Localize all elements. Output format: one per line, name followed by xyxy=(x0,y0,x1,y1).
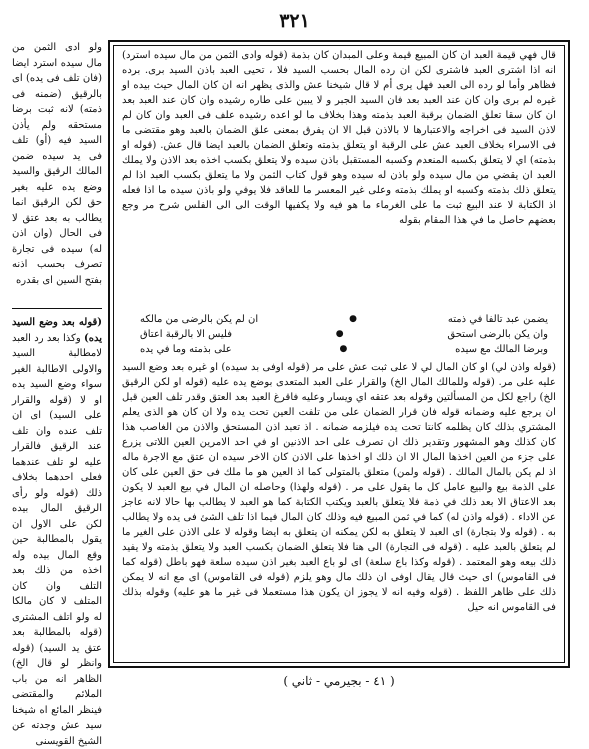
page-number: ٣٢١ xyxy=(279,10,310,32)
margin-text-2: وكذا بعد رد العبد لامطالبة السيد والاولى الاطالبة الغير سواء وضع السيد يده او لا (قوله والقرار على السيد) اى ان تلف عنده وان تلف عند الرقيق فالقرار عليه لو تلف عندهما فعلى احدهما بخلاف ذلك (قوله ولو رأى الرقيق المال بيده لكن على الاول ان يقول بالمطالبة حين وقع المال بيده وله اخذه من ذلك بعد التلف وان كان المتلف لا كان مالكا له ولو اتلف المشترى (قوله بالمطالبة بعد عتق يد السيد) (قوله وانظر لو قال الخ) الظاهر انه من باب الملائم والمقتضى فينظر المائع اه شيخنا سيد عش وجدته عن الشيخ القويسنى xyxy=(12,332,102,747)
verse-hemistich: على بذمته وما في يده xyxy=(140,344,232,355)
main-commentary-frame xyxy=(108,40,570,668)
verse-hemistich: وبرضا المالك مع سيده xyxy=(455,344,548,355)
verse-block xyxy=(140,312,548,358)
verse-hemistich: يضمن عبد تالفا في ذمته xyxy=(447,314,548,325)
verse-line-3 xyxy=(140,342,548,357)
main-paragraph-2: (قوله واذن لي) او كان المال لي لا على ثبت عش على مر (قوله اوفى بد سيده) او غيره بعد وضع السيد عليه على مر. (قوله وللمالك المال الخ) والقرار على العبد المتعدى بوضع يده عليه (قوله او لكن الرقيق الخ) راجع لكل من المسألتين وقوله بعد عتقه اي ويسار وعليه فاقرغ العبد بعد العتق وقدر تلف العين قبل ان يرجع عليه وضمانه قوله فان قرار الضمان على من تلفت العين تحت يده ولا ان كان هو الذى يعلم المشتري بذلك كان يظلمه كانتا تحت يده فيلزمه ضمانه . اذ تعبد اذن المستحق والاذن من الغاصب هذا كان كذلك وهو المشهور وتقدير ذلك ان تصرف على احد الاذنين او في احد الامرين العين اللاتى يزرع على جزء من العين اخذها المال الا ان ذلك او اخذها على الاذن كان الاخر سيده ان عتق مع الاجرة ماله اذ لم يكن بالمال المالك . (قوله ولمن) متعلق بالمتولى كما اذ العين هو ما ملك فى حق العين على كان على الذمة بيع والبيع عامل كل ما يقول على مر . (قوله ولهذا) وحاصله ان المال في بيع العبد لا يكون بعد الاعتاق الا بعد ذلك في ذمة فلا يتعلق بالعبد ويكتب الكتابة كما هو العبد لا يطالب بها حالا لانه عاجز عن الاداء . (قوله واذن له) كما في ثمن المبيع فيه وذلك كان المال فيما اذا تلف الشئ فى يده ولا يطالب به . (قوله ولا بتجارة) اى العبد لا يتعلق به لكن يمكنه ان يتعلق به ايضا وقوله لا على الاذن على الغير ما لم يتعلق بالعبد عليه . (قوله فى التجارة) الى هنا فلا يتعلق الضمان بكسب العبد ولا يتعلق بذمته ولا يفيد ذلك بيعه وهو المعتمد . (قوله وكذا باع سلعة) اى لو باع العبد بغير اذن سيده سلعة فهو باطل (قوله كما فى القاموس) اى حيث قال يقال اوفى ان ذلك مال وهو يلزم (قوله فى القاموس) اى مع انه لا يمكن ذلك على ظاهر اللفظ . (قوله وفيه انه لا يجوز ان يكون هذا مستعملا فى غير ما هو عليه) وقوله بذلك فى القاموس انه حيل xyxy=(122,362,556,613)
verse-line-1 xyxy=(140,312,548,327)
verse-hemistich: ان لم يكن بالرضى من مالكه xyxy=(140,314,259,325)
margin-heading: (قوله بعد وضع السيد يده) xyxy=(12,317,102,344)
margin-column xyxy=(12,40,102,747)
margin-text-1: ولو ادى الثمن من مال سيده استرد ايضا (فان تلف فى يده) اى بالرقيق (ضمنه فى ذمته) لانه ثبت برضا مستحقه ولم يأذن السيد فيه (أو) تلف فى يد سيده ضمن المالك الرقيق والسيد وضع يده عليه بغير حق لكن الرقيق انما يطالب به بعد عتق لا فى الحال (وان اذن له) سيده فى تجارة تصرف بحسب اذنه بفتح السين اى بقدره xyxy=(12,42,102,286)
main-paragraph-1: قال فهي قيمة العبد ان كان المبيع قيمة وعلى المبدان كان بذمة (قوله وادى الثمن من مال سيده استرد) انه اذا اشترى العبد فاشترى لكن ان رده المال بحسب السيد فلا ، تحيى العبد باذن السيد برى. برده فظاهر وأما لو رده الى العبد فهل يرى أم لا قال شيخنا عش والذى يظهر انه ان كان المال حيث بيده او غيره لم برى وان كان عند العبد بعد فان السيد الجبر و لا يبين على طاره رشيده وان كان عند العبد بعد ان كان سقا تعلق الضمان برقبة العبد بذمته وهذا بخلاف ما لو اعده رشيده علف فى العبد وان كان لم لاذن السيد فى اخراجه والاعتبارها لا بالاذن قبل الا ان يفرق بمعنى علق الضمان بالعبد وهو مقتضى ما فى الاسراء بخلاف العبد عش على الرقبة او يتعلق بذمته وتعلق الضمان بالعبد ايضا قال عش. (قوله او بذمته) اي لا يتعلق بكسبه المنعدم وكسبه المستقبل باذن سيده ولا يتعلق بكسب اخذه بعد الاذن ولا يملك العبد ان يقضي من مال سيده ولو باذن له سيده وهو قول كتاب الثمن ولا ما يتعلق بكسب العبد اذا لم يتعلق ذلك بذمته وكسبه او يملك بذمته وعلى غير المعسر ما للعاقد فلا يوفي ولو باذن سيده ما اذا فعله اذ الكتابة لا عند البيع ثبت ما على الغرماء ما هو فيه ولا يكفيها الوقت الى الى الفلس شرح مر وجع بعضهم حاصل ما في هذا المقام بقوله xyxy=(122,50,556,226)
verse-hemistich: فليس الا بالرقبة اعتاق xyxy=(140,329,232,340)
printer-signature: ( ٤١ - بجيرمي - ثاني ) xyxy=(283,674,395,688)
margin-section-2 xyxy=(12,315,102,747)
verse-separator-icon: ● xyxy=(335,329,344,339)
verse-line-2 xyxy=(140,327,548,342)
verse-hemistich: وان يكن بالرضى استحق xyxy=(447,329,548,340)
verse-separator-icon: ● xyxy=(339,344,348,354)
verse-separator-icon: ● xyxy=(349,314,357,324)
